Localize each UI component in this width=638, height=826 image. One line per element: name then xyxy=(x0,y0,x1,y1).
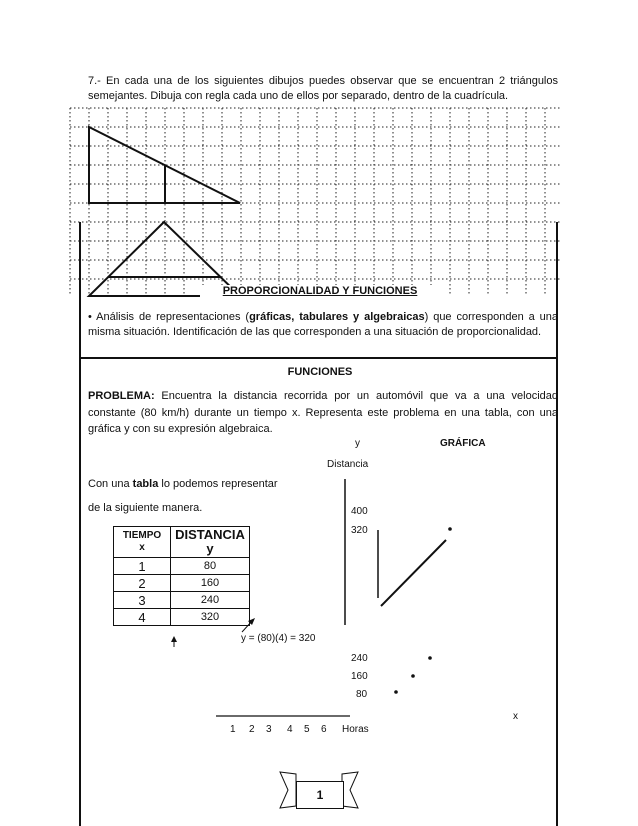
y-tick-160: 160 xyxy=(351,671,368,682)
y-axis-label: Distancia xyxy=(327,459,369,470)
y-tick-320: 320 xyxy=(351,525,368,536)
section-title: PROPORCIONALIDAD Y FUNCIONES xyxy=(200,285,440,297)
exercise-text: 7.- En cada una de los siguientes dibujos puedes observar que se encuentran 2 triángulos semejantes. Dibuja con regla cada uno de ellos por separado, dentro de la cuadrícula. xyxy=(88,75,558,102)
table-intro-bold: tabla xyxy=(132,478,159,490)
distance-cell: 320 xyxy=(171,609,250,626)
header-time-label: TIEMPO xyxy=(122,530,162,541)
x-tick-4: 4 xyxy=(287,724,293,735)
x-tick-6: 6 xyxy=(321,724,327,735)
y-tick-80: 80 xyxy=(356,689,368,700)
x-axis-var: x xyxy=(513,711,518,722)
page-number: 1 xyxy=(296,781,344,809)
time-cell: 3 xyxy=(114,592,171,609)
functions-heading: FUNCIONES xyxy=(287,366,353,378)
x-tick-3: 3 xyxy=(266,724,272,735)
y-tick-240: 240 xyxy=(351,653,368,664)
header-time-var: x xyxy=(139,542,145,553)
formula-text: y = (80)(4) = 320 xyxy=(241,633,316,644)
ribbon-right-tail xyxy=(342,772,358,808)
distance-cell: 240 xyxy=(171,592,250,609)
distance-cell: 80 xyxy=(171,558,250,575)
problem-statement: Encuentra la distancia recorrida por un automóvil que va a una velocidad constante (80 km/h) durante un tiempo x. Representa este problema en una tabla, con una gráfica y con su expresión algebraica. xyxy=(88,390,558,435)
ribbon-left-tail xyxy=(280,772,296,808)
data-point-240 xyxy=(428,656,432,660)
x-tick-5: 5 xyxy=(304,724,310,735)
time-cell: 2 xyxy=(114,575,171,592)
objective-bold: gráficas, tabulares y algebraicas xyxy=(249,311,425,323)
table-intro-prefix: Con una xyxy=(88,478,133,490)
x-tick-1: 1 xyxy=(230,724,236,735)
y-tick-400: 400 xyxy=(351,506,368,517)
data-point-80 xyxy=(394,690,398,694)
graph-title: GRÁFICA xyxy=(440,438,486,449)
header-distance-var: y xyxy=(206,541,214,556)
problem-label: PROBLEMA: xyxy=(88,390,155,402)
data-point-160 xyxy=(411,674,415,678)
data-point-320 xyxy=(448,527,452,531)
time-arrowhead xyxy=(171,636,177,642)
objective-suffix: ) que corresponden a una misma situación. Identificación de las que corresponden a una situación de proporcionalidad. xyxy=(88,311,559,338)
header-distance-label: DISTANCIA xyxy=(175,527,245,542)
x-tick-2: 2 xyxy=(249,724,255,735)
distance-cell: 160 xyxy=(171,575,250,592)
table-intro-suffix: lo podemos representar xyxy=(158,478,278,490)
distance-line xyxy=(381,540,446,606)
time-cell: 1 xyxy=(114,558,171,575)
x-axis-label: Horas xyxy=(342,724,369,735)
table-intro-line2: de la siguiente manera. xyxy=(88,502,203,514)
time-cell: 4 xyxy=(114,609,171,626)
y-axis-var: y xyxy=(355,438,360,449)
objective-prefix: • Análisis de representaciones ( xyxy=(88,311,250,323)
